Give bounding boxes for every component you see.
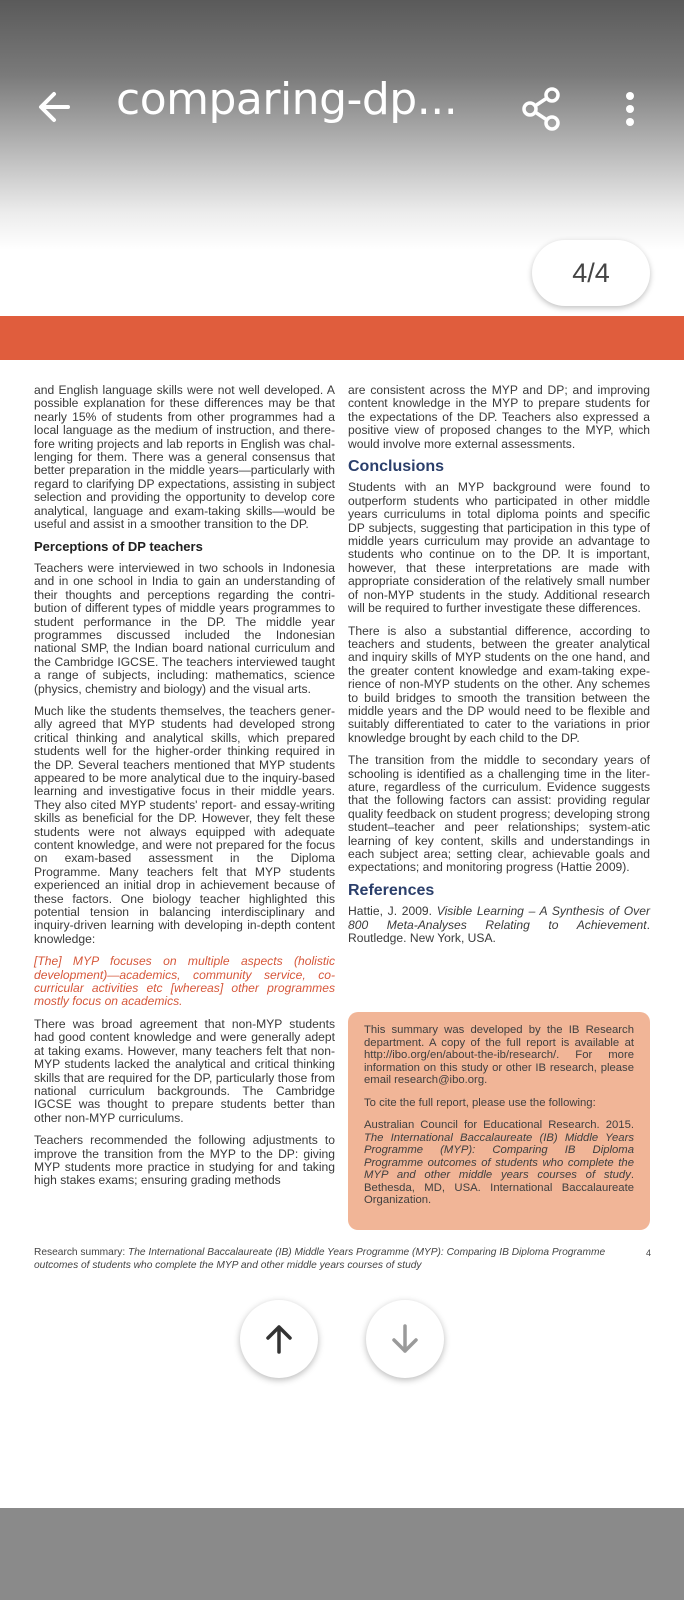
page-indicator: 4/4 [532, 240, 650, 306]
arrow-up-icon [259, 1319, 299, 1359]
reference-entry [348, 905, 650, 945]
section-heading: Perceptions of DP teachers [34, 539, 203, 555]
paragraph: and English language skills were not well developed. A possible explanation for these differences may be that nearly 15% of students from other programmes had a local language as the medium of instruction, and there-fore writing projects and lab reports in English was chal-lenging for them. There was a general consensus that better preparation in the middle years—particularly with regard to clarifying DP expectations, assisting in subject selection and providing the opportunity to develop core analytical, language and exam-taking skills—would be useful and assist in a smoother transition to the DP. [34, 383, 335, 532]
reference-author: Hattie, J. 2009. [348, 904, 437, 919]
back-button[interactable] [30, 82, 80, 132]
paragraph: Teachers recommended the following adjustments to improve the transition from the MYP to the DP: giving MYP students more practice in studying for and taking high stakes exams; ensuring grading methods [34, 1133, 335, 1188]
reference-title: Visible Learning – A Synthesis of Over 800 Meta-Analyses Relating to Achievement [348, 904, 650, 932]
reference-publisher: . Routledge. New York, USA. [348, 917, 650, 946]
top-app-bar [0, 0, 684, 250]
summary-box [348, 1012, 650, 1230]
next-page-button[interactable] [366, 1300, 444, 1378]
page-number: 4 [646, 1248, 652, 1258]
paragraph: are consistent across the MYP and DP; and improving content knowledge in the MYP to prepare students for the expectations of the DP. Teachers also expressed a positive view of proposed changes to the MYP, which would involve more external assessments. [348, 383, 650, 451]
page-header-band [0, 316, 684, 360]
citation-publisher: . Bethesda, MD, USA. International Baccalaureate Organization. [364, 1169, 634, 1206]
footer-prefix: Research summary: [34, 1247, 128, 1258]
paragraph: There is also a substantial difference, according to teachers and students, between the greater analytical and inquiry skills of MYP students on the one hand, and the greater content knowledge and exam-taking expe-rience of non-MYP students on the other. Any schemes to build bridges to smooth the transition between the middle years and the DP would need to be flexible and suitably differentiated to cater to the variations in prior knowledge brought by each child to the DP. [348, 623, 650, 745]
summary-text: To cite the full report, please use the following: [364, 1096, 596, 1109]
summary-text: This summary was developed by the IB Research department. A copy of the full report is available at http://ibo.org/en/about-the-ib/research/. For more information on this study or other IB research, please email research@ibo.org. [364, 1024, 634, 1086]
paragraph: Teachers were interviewed in two schools in Indonesia and in one school in India to gain an understanding of their thoughts and perceptions regarding the contri-bution of different types of middle years programmes to student performance in the DP. The middle year programmes discussed included the Indonesian national SMP, the Indian board national curriculum and the Cambridge IGCSE. The teachers interviewed taught a range of subjects, including: mathematics, science (physics, chemistry and biology) and the visual arts. [34, 560, 335, 696]
more-vertical-icon [610, 84, 650, 134]
more-options-button[interactable] [610, 84, 650, 134]
previous-page-button[interactable] [240, 1300, 318, 1378]
document-title: comparing-dp... [116, 74, 458, 125]
footer-title: The International Baccalaureate (IB) Middle Years Programme (MYP): Comparing IB Diploma Programme outcomes of students who complete the MYP and other middle years courses of study [34, 1247, 606, 1271]
paragraph: The transition from the middle to secondary years of schooling is identified as a challenging time in the liter-ature, regardless of the curriculum. Evidence suggests that the following factors can assist: providing regular quality feedback on student progress; developing strong student–teacher and peer relationships; system-atic learning of key content, skills and understandings in each subject area; setting clear, achievable goals and expectations; and monitoring progress (Hattie 2009). [348, 753, 650, 875]
page-footer [34, 1246, 614, 1272]
document-page [0, 360, 684, 1508]
citation-title: The International Baccalaureate (IB) Middle Years Programme (MYP): Comparing IB Diploma Programme outcomes of students who complete the MYP and other middle years courses of study [364, 1131, 634, 1181]
paragraph: Much like the students themselves, the teachers gener-ally agreed that MYP students had developed strong critical thinking and analytical skills, which prepared students well for the higher-order thinking required in the DP. Several teachers mentioned that MYP students appeared to be more analytical due to the inquiry-based learning and investigative focus in their middle years. They also cited MYP students' report- and essay-writing skills as beneficial for the DP. However, they felt these students were not always equipped with adequate content knowledge, and were not prepared for the focus on exam-based assessment in the Diploma Programme. Many teachers felt that MYP students experienced an initial drop in achievement because of these factors. One biology teacher highlighted this potential tension in balancing interdisciplinary and inquiry-driven learning with developing in-depth content knowledge: [34, 703, 335, 946]
paragraph: Students with an MYP background were found to outperform students who participated in other middle years curriculums in total diploma points and specific DP subjects, suggesting that participation in this type of middle years curriculum may provide an advantage to students who continue on to the DP. It is important, however, that these interpretations are made with appropriate consideration of the relatively small number of non-MYP students in the study. Additional research will be required to further investigate these differences. [348, 480, 650, 616]
share-button[interactable] [518, 84, 568, 134]
paragraph: There was broad agreement that non-MYP students had good content knowledge and were generally adept at taking exams. However, many teachers felt that non-MYP students lacked the analytical and critical thinking skills that are required for the DP, particularly those from national curriculum backgrounds. The Cambridge IGCSE was thought to prepare students better than other non-MYP curriculums. [34, 1016, 335, 1125]
left-column [34, 384, 335, 1197]
right-column [348, 384, 650, 954]
arrow-down-icon [385, 1319, 425, 1359]
section-heading: References [348, 881, 435, 899]
share-icon [518, 84, 568, 134]
citation [364, 1119, 634, 1207]
arrow-left-icon [30, 82, 80, 132]
citation-author: Australian Council for Educational Research. 2015. [364, 1119, 634, 1131]
bottom-bar [0, 1508, 684, 1600]
section-heading: Conclusions [348, 458, 445, 476]
teacher-quote: [The] MYP focuses on multiple aspects (holistic development)—academics, community service, co-curricular activities etc [whereas] other programmes mostly focus on academics. [34, 954, 335, 1009]
